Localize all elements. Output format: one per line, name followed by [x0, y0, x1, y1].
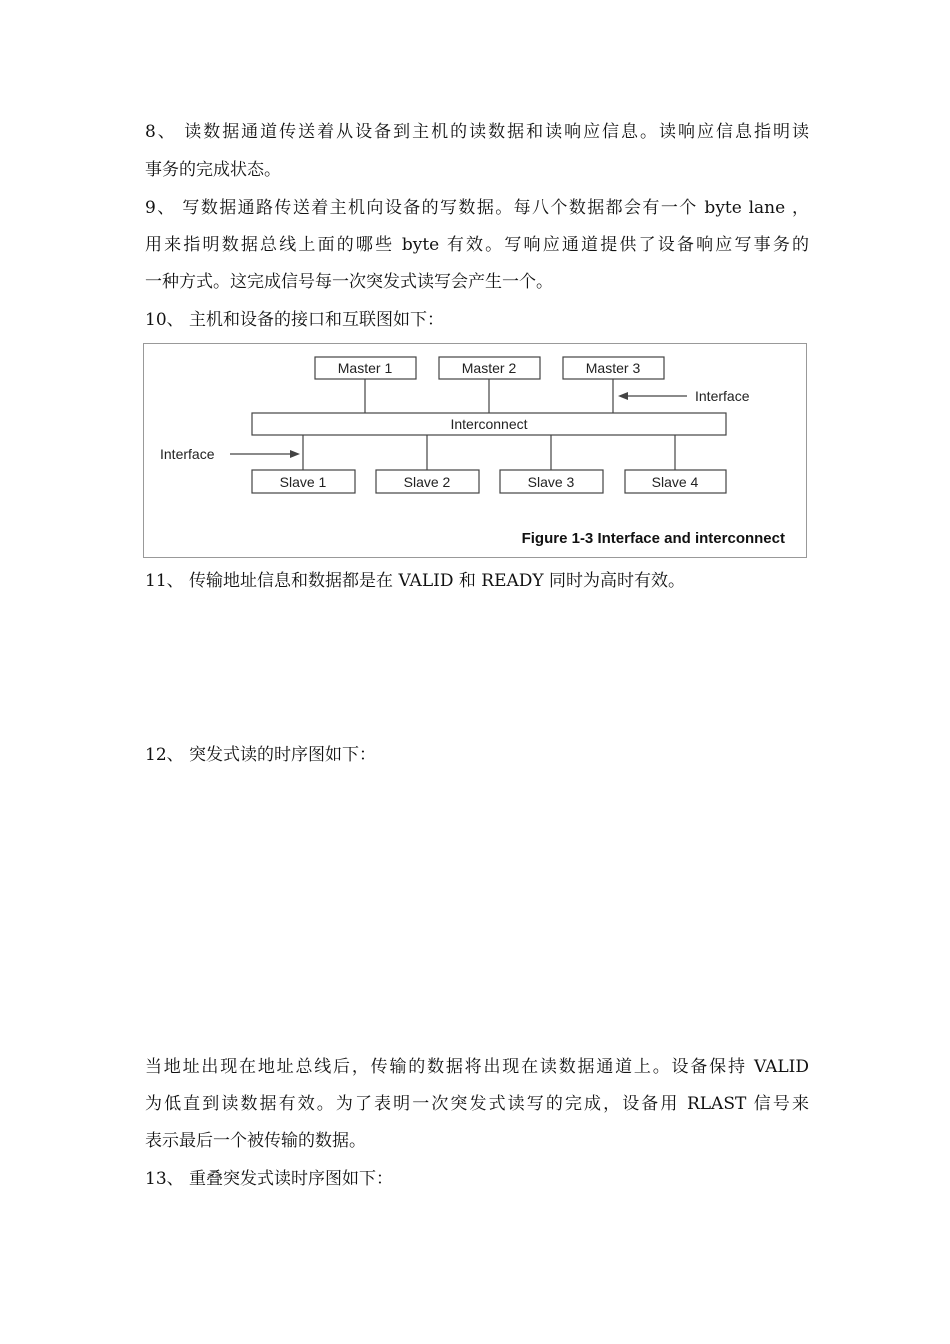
paragraph-9-line-1: 9、 写数据通路传送着主机向设备的写数据。每八个数据都会有一个 byte lane ， [145, 198, 809, 218]
paragraph-12: 12、 突发式读的时序图如下： [145, 745, 377, 765]
paragraph-8-line-2: 事务的完成状态。 [145, 160, 281, 180]
interconnect-label: Interconnect [450, 416, 528, 432]
paragraph-8-line-1: 8、 读数据通道传送着从设备到主机的读数据和读响应信息。读响应信息指明读 [145, 122, 809, 142]
arrowhead-right-icon [290, 450, 300, 458]
slave-2-label: Slave 2 [403, 474, 451, 490]
slave-1-label: Slave 1 [279, 474, 327, 490]
paragraph-12b-line-2: 为低直到读数据有效。为了表明一次突发式读写的完成，设备用 RLAST 信号来 [145, 1094, 809, 1114]
slave-4-label: Slave 4 [651, 474, 699, 490]
paragraph-13: 13、 重叠突发式读时序图如下： [145, 1169, 394, 1189]
paragraph-11: 11、 传输地址信息和数据都是在 VALID 和 READY 同时为高时有效。 [145, 571, 686, 591]
paragraph-12b-line-3: 表示最后一个被传输的数据。 [145, 1131, 366, 1151]
slave-3-label: Slave 3 [527, 474, 575, 490]
interconnect-diagram [144, 344, 806, 557]
interface-interconnect-figure [143, 343, 807, 558]
paragraph-12b-line-1: 当地址出现在地址总线后，传输的数据将出现在读数据通道上。设备保持 VALID [145, 1057, 809, 1077]
interface-label-left: Interface [160, 446, 215, 462]
master-2-label: Master 2 [461, 360, 517, 376]
interface-label-top: Interface [695, 388, 750, 404]
arrowhead-left-icon [618, 392, 628, 400]
master-3-label: Master 3 [585, 360, 641, 376]
paragraph-10: 10、 主机和设备的接口和互联图如下： [145, 310, 445, 330]
paragraph-9-line-2: 用来指明数据总线上面的哪些 byte 有效。写响应通道提供了设备响应写事务的 [145, 235, 809, 255]
figure-caption: Figure 1-3 Interface and interconnect [521, 530, 785, 547]
master-1-label: Master 1 [337, 360, 393, 376]
paragraph-9-line-3: 一种方式。这完成信号每一次突发式读写会产生一个。 [145, 272, 553, 292]
